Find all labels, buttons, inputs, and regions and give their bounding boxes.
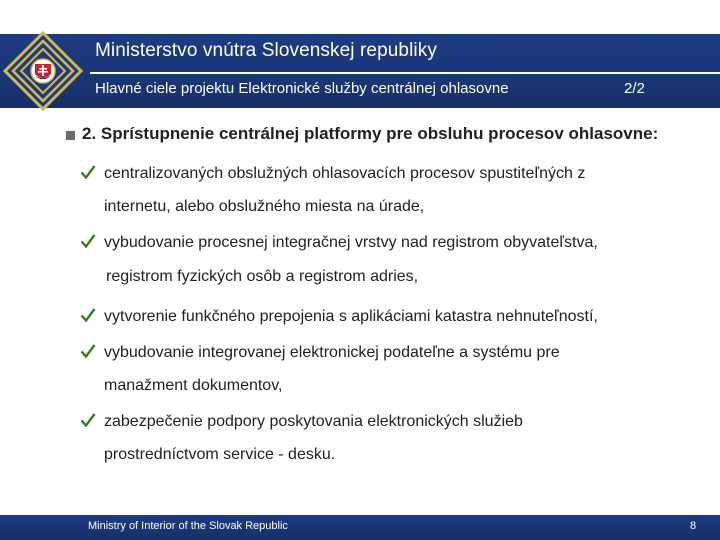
list-item-text: centralizovaných obslužných ohlasovacích procesov spustiteľných z: [104, 165, 586, 182]
square-bullet-icon: [66, 131, 75, 140]
list-item-text-continued: manažment dokumentov,: [104, 377, 283, 394]
list-item-text: vybudovanie integrovanej elektronickej podateľne a systému pre: [104, 344, 560, 361]
list-item-text: zabezpečenie podpory poskytovania elektronických služieb: [104, 413, 523, 430]
checkmark-icon: [80, 412, 96, 428]
section-heading: 2. Sprístupnenie centrálnej platformy pre obsluhu procesov ohlasovne:: [82, 124, 659, 143]
checkmark-icon: [80, 164, 96, 180]
list-item-text: vytvorenie funkčného prepojenia s aplikáciami katastra nehnuteľností,: [104, 308, 598, 325]
list-item-text-continued: prostredníctvom service - desku.: [104, 446, 336, 463]
ministry-logo-icon: [2, 30, 84, 112]
page-indicator: 2/2: [624, 80, 645, 97]
header-divider: [90, 72, 720, 74]
list-item-text-continued: internetu, alebo obslužného miesta na úrade,: [104, 198, 425, 215]
checkmark-icon: [80, 343, 96, 359]
page-subtitle: Hlavné ciele projektu Elektronické služby centrálnej ohlasovne: [95, 80, 509, 97]
slide-number: 8: [690, 520, 697, 532]
checkmark-icon: [80, 307, 96, 323]
list-item-text: vybudovanie procesnej integračnej vrstvy nad registrom obyvateľstva,: [104, 234, 598, 251]
checkmark-icon: [80, 233, 96, 249]
page-title: Ministerstvo vnútra Slovenskej republiky: [95, 40, 437, 61]
list-item-text-continued: registrom fyzických osôb a registrom adries,: [106, 268, 419, 285]
footer-text: Ministry of Interior of the Slovak Republic: [88, 520, 288, 532]
